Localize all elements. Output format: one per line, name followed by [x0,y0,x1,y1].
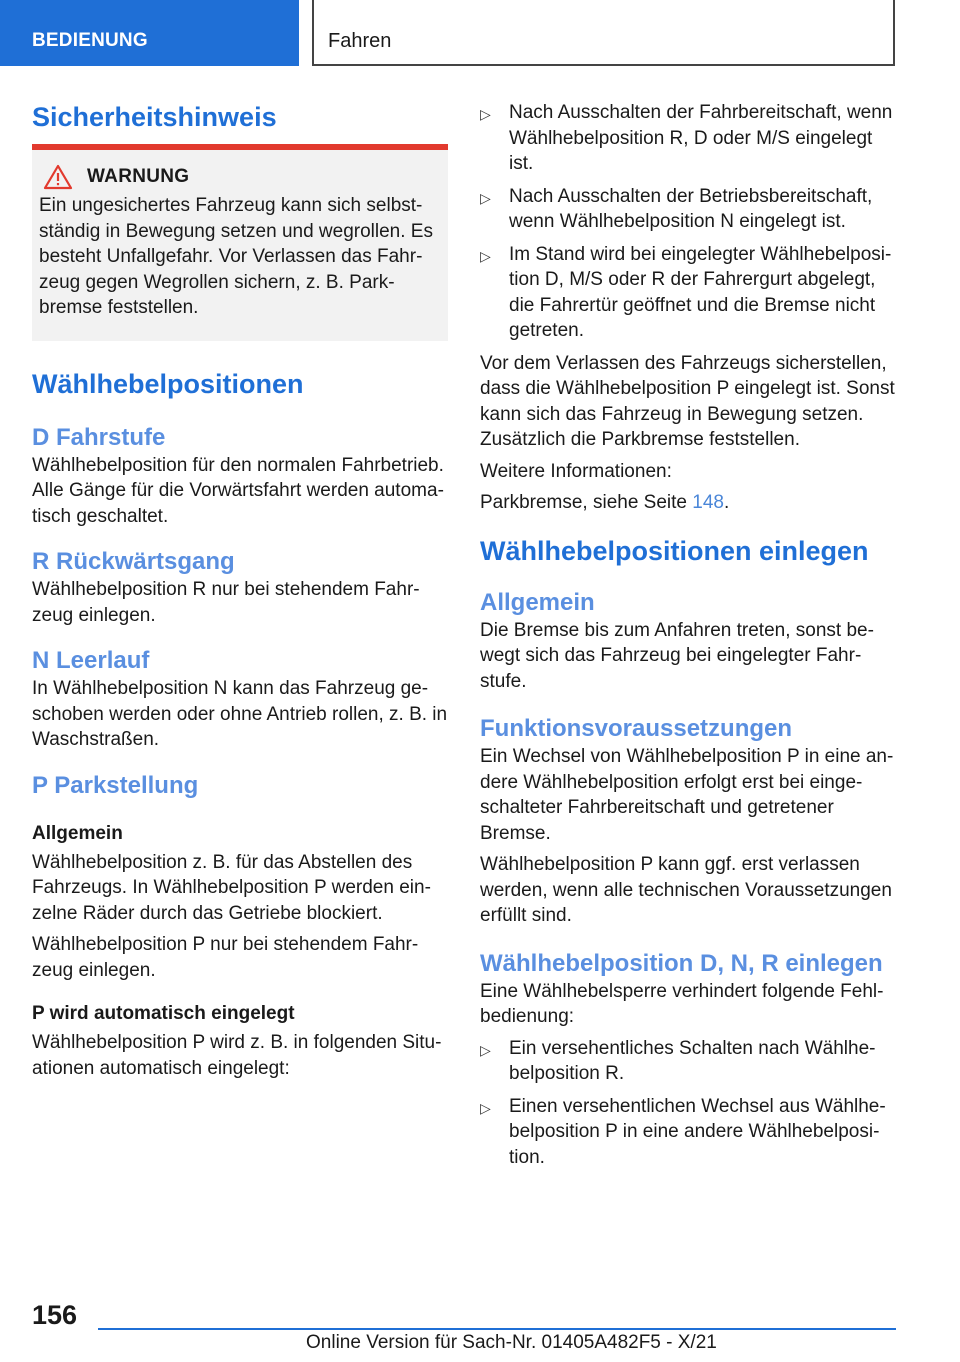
list-item: ▷ Im Stand wird bei eingelegter Wählhebelposition D, M/S oder R der Fahrergurt abgelegt, die Fahrertür geöffnet und die Bremse nicht getreten. [480,242,896,344]
text-prereq-2: Wählhebelposition P kann ggf. erst verlassen werden, wenn alle technischen Voraussetzungen erfüllt sind. [480,854,892,926]
heading-n: N Leerlauf [32,647,150,674]
triangle-bullet-icon: ▷ [480,1041,491,1058]
list-item: ▷ Ein versehentliches Schalten nach Wählhebelposition R. [480,1036,896,1087]
heading-safety: Sicherheitshinweis [32,102,277,132]
triangle-bullet-icon: ▷ [480,189,491,206]
triangle-bullet-icon: ▷ [480,106,491,122]
text-p-auto: Wählhebelposition P wird z. B. in folgenden Situationen automatisch eingelegt: [32,1032,442,1079]
text-engage-general: Die Bremse bis zum Anfahren treten, sonst bewegt sich das Fahrzeug bei eingelegter Fahrstufe. [480,619,874,692]
triangle-bullet-icon: ▷ [480,1099,491,1116]
text-more-info: Weitere Informationen: [480,460,672,482]
text-n: In Wählhebelposition N kann das Fahrzeug geschoben werden oder ohne Antrieb rollen, z. B. in Waschstraßen. [32,678,448,750]
heading-r: R Rückwärtsgang [32,548,235,575]
dnr-list [480,1036,896,1171]
text-before-leave: Vor dem Verlassen des Fahrzeugs sicherstellen, dass die Wählhebelposition P eingelegt ist. Sonst kann sich das Fahrzeug in Bewegung setzen. Zusätzlich die Parkbremse feststellen. [480,352,895,450]
warning-label: WARNUNG [87,166,190,187]
heading-p: P Parkstellung [32,771,199,799]
online-version-text: Online Version für Sach-Nr. 01405A482F5 - X/21 [306,1332,717,1353]
chapter-title: Fahren [312,0,895,66]
text-prereq-1: Ein Wechsel von Wählhebelposition P in eine andere Wählhebelposition erfolgt erst bei eingeschalteter Fahrbereitschaft und getretener Bremse. [480,746,894,844]
page-link-148[interactable]: 148 [692,492,724,513]
triangle-bullet-icon: ▷ [480,247,491,264]
text-r: Wählhebelposition R nur bei stehendem Fahrzeug einlegen. [32,579,420,626]
heading-d: D Fahrstufe [32,423,166,451]
list-item: ▷ Nach Ausschalten der Betriebsbereitschaft, wenn Wählhebelposition N eingelegt ist. [480,184,896,235]
heading-dnr: Wählhebelposition D, N, R einlegen [480,949,883,977]
text-p-general-1: Wählhebelposition z. B. für das Abstellen des Fahrzeugs. In Wählhebelposition P werden einzelne Räder durch das Getriebe blockiert. [32,851,431,924]
auto-park-list [480,100,896,344]
text-parkbrake-ref: Parkbremse, siehe Seite 148. [480,492,730,513]
list-item: ▷ Nach Ausschalten der Fahrbereitschaft, wenn Wählhebelposition R, D oder M/S eingelegt ist. [480,100,896,177]
heading-engage-general: Allgemein [480,588,595,616]
left-column [32,100,448,1087]
warning-header [39,164,438,190]
heading-p-general: Allgemein [32,822,123,844]
heading-prereq: Funktionsvoraussetzungen [480,715,793,742]
list-item: ▷ Einen versehentlichen Wechsel aus Wählhebelposition P in eine andere Wählhebelposition. [480,1094,896,1171]
footer-divider [98,1328,896,1330]
heading-engage: Wählhebelpositionen einlegen [480,535,869,566]
warning-triangle-icon [43,164,73,190]
warning-text: Ein ungesichertes Fahrzeug kann sich selbstständig in Bewegung setzen und wegrollen. Es besteht Unfallgefahr. Vor Verlassen das Fahrzeug gegen Wegrollen sichern, z. B. Parkbremse feststellen. [39,195,433,318]
text-d: Wählhebelposition für den normalen Fahrbetrieb. Alle Gänge für die Vorwärtsfahrt werden automatisch geschaltet. [32,454,444,527]
warning-box [32,150,448,341]
right-column [480,100,896,1177]
page-number: 156 [32,1300,78,1330]
heading-positions: Wählhebelpositionen [32,368,304,399]
heading-p-auto: P wird automatisch eingelegt [32,1003,295,1024]
section-tab: BEDIENUNG [0,0,299,66]
text-p-general-2: Wählhebelposition P nur bei stehendem Fahrzeug einlegen. [32,934,419,981]
text-dnr: Eine Wählhebelsperre verhindert folgende Fehlbedienung: [480,980,884,1027]
page-header [0,0,960,66]
